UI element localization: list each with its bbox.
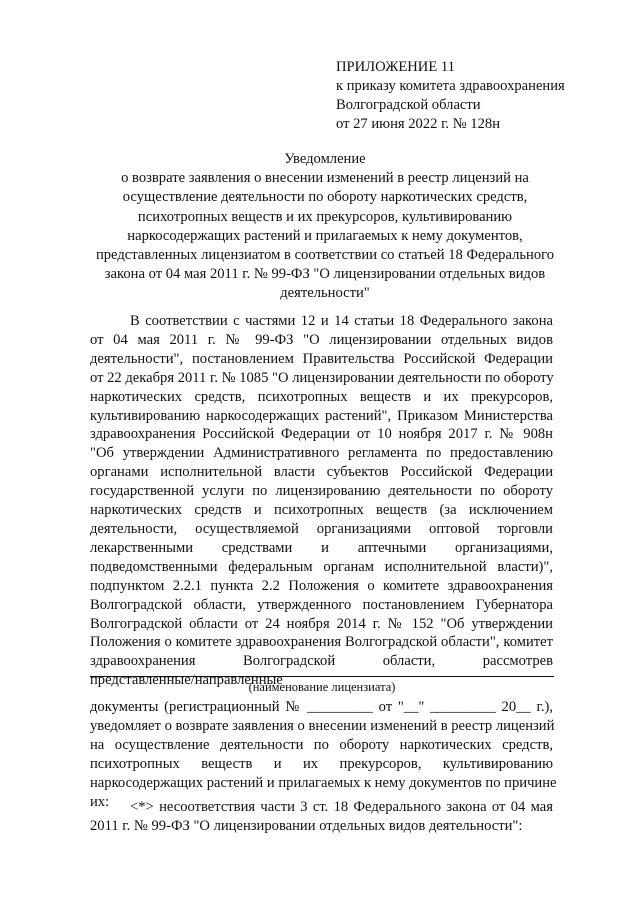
paragraph-line: Волгоградской области от 24 ноября 2014 г. № 152 "Об утверждении xyxy=(90,615,553,632)
paragraph-line: здравоохранения Волгоградской области, рассмотрев xyxy=(90,653,553,670)
title-line: наркосодержащих растений и прилагаемых к нему документов, xyxy=(127,227,523,244)
paragraph-line: их: xyxy=(90,793,110,810)
title-line: психотропных веществ и их прекурсоров, культивированию xyxy=(137,208,513,225)
paragraph-line: наркосодержащих растений и прилагаемых к нему документов по причине xyxy=(90,774,557,791)
paragraph-line: представленные/направленные xyxy=(90,672,283,689)
paragraph-line: наркотических средств и психотропных веществ (за исключением xyxy=(90,502,553,519)
licensee-name-line xyxy=(90,676,554,677)
title-line: о возврате заявления о внесении изменений в реестр лицензий на xyxy=(121,170,529,187)
paragraph-line: документы (регистрационный № _________ от "__" _________ 20__ г.), xyxy=(90,699,553,715)
paragraph-line: органами исполнительной власти субъектов Российской Федерации xyxy=(90,464,553,481)
appendix-region: Волгоградской области xyxy=(336,97,481,113)
appendix-order-ref: к приказу комитета здравоохранения xyxy=(336,78,565,94)
paragraph-line: деятельности", постановлением Правительства Российской Федерации xyxy=(90,350,553,367)
paragraph-reason xyxy=(90,798,553,836)
paragraph-line: <*> несоответствия части 3 ст. 18 Федерального закона от 04 мая xyxy=(130,799,553,815)
paragraph-line: психотропных веществ и их прекурсоров, культивированию xyxy=(90,755,553,772)
paragraph-line: наркотических средств, психотропных веществ и их прекурсоров, xyxy=(90,388,553,405)
paragraph-line: здравоохранения Российской Федерации от 10 ноября 2017 г. № 908н xyxy=(90,426,553,443)
paragraph-line: подпунктом 2.2.1 пункта 2.2 Положения о комитете здравоохранения xyxy=(90,577,553,594)
paragraph-line: от 04 мая 2011 г. № 99-ФЗ "О лицензировании отдельных видов xyxy=(90,331,553,348)
appendix-header xyxy=(336,58,626,134)
document-title xyxy=(90,150,560,304)
title-line: деятельности" xyxy=(280,285,370,302)
paragraph-line: государственной услуги по лицензированию деятельности по обороту xyxy=(90,483,553,500)
paragraph-return-notice xyxy=(90,698,557,811)
title-line: осуществление деятельности по обороту наркотических средств, xyxy=(122,189,528,206)
paragraph-line: культивированию наркосодержащих растений", Приказом Министерства xyxy=(90,407,553,424)
title-line: представленных лицензиатом в соответствии со статьей 18 Федерального xyxy=(95,247,555,264)
title-line: закона от 04 мая 2011 г. № 99-ФЗ "О лицензировании отдельных видов xyxy=(104,266,546,283)
appendix-number: ПРИЛОЖЕНИЕ 11 xyxy=(336,59,455,75)
paragraph-legal-basis xyxy=(90,312,553,690)
paragraph-line: Положения о комитете здравоохранения Волгоградской области", комитет xyxy=(90,634,553,651)
paragraph-line: В соответствии с частями 12 и 14 статьи 18 Федерального закона xyxy=(130,313,553,329)
document-heading: Уведомление xyxy=(284,151,366,167)
licensee-name-caption: (наименование лицензиата) xyxy=(248,680,396,694)
appendix-date: от 27 июня 2022 г. № 128н xyxy=(336,116,501,132)
paragraph-line: "Об утверждении Административного регламента по предоставлению xyxy=(90,445,553,462)
paragraph-line: Волгоградской области, утвержденного постановлением Губернатора xyxy=(90,596,553,613)
paragraph-line: лекарственными средствами и аптечными организациями, xyxy=(90,539,553,556)
paragraph-line: подведомственными федеральным органам исполнительной власти)", xyxy=(90,558,553,575)
paragraph-line: 2011 г. № 99-ФЗ "О лицензировании отдельных видов деятельности": xyxy=(90,817,523,834)
paragraph-line: уведомляет о возврате заявления о внесении изменений в реестр лицензий xyxy=(90,717,555,734)
paragraph-line: деятельности, осуществляемой организациями оптовой торговли xyxy=(90,520,553,537)
paragraph-line: на осуществление деятельности по обороту наркотических средств, xyxy=(90,736,553,753)
paragraph-line: от 22 декабря 2011 г. № 1085 "О лицензировании деятельности по обороту xyxy=(90,369,554,386)
